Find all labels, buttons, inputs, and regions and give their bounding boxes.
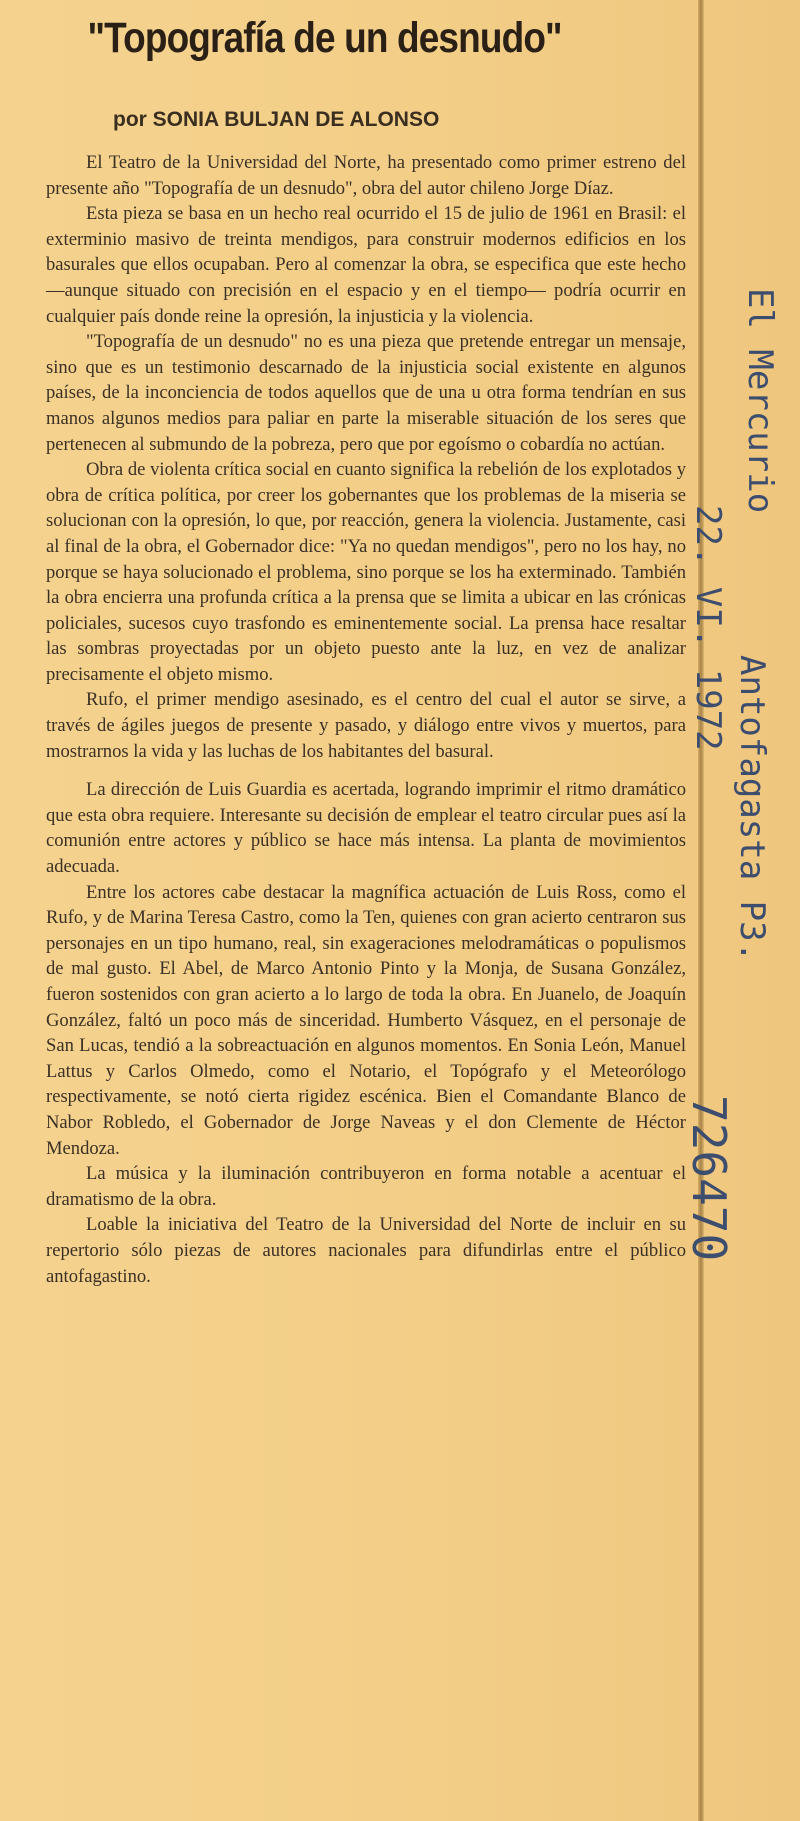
paragraph: Loable la iniciativa del Teatro de la Universidad del Norte de incluir en su repertorio sólo piezas de autores nacionales para difundirlas entre el público antofagastino. <box>46 1214 686 1287</box>
paragraph: "Topografía de un desnudo" no es una pieza que pretende entregar un mensaje, sino que es un testimonio descarnado de la injusticia social existente en algunos países, de la inconciencia de todos aquellos que de una u otra forma tendrían en sus manos algunos medios para paliar en parte la miserable situación de los seres que pertenecen al submundo de la pobreza, pero que por egoísmo o cobardía no actúan. <box>46 331 686 455</box>
article-title: "Topografía de un desnudo" <box>87 14 562 62</box>
paragraph: Esta pieza se basa en un hecho real ocurrido el 15 de julio de 1961 en Brasil: el exterminio masivo de treinta mendigos, para construir modernos edificios en los basurales que ellos ocupaban. Pero al comenzar la obra, se especifica que este hecho —aunque situado con precisión en el espacio y en el tiempo— podría ocurrir en cualquier país donde reine la opresión, la injusticia y la violencia. <box>46 203 686 327</box>
handwritten-date-note: 22. VI. 1972 <box>688 505 728 751</box>
newspaper-clipping <box>18 0 710 1821</box>
paragraph: Rufo, el primer mendigo asesinado, es el centro del cual el autor se sirve, a través de ágiles juegos de presente y pasado, y diálogo entre vivos y muertos, para mostrarnos la vida y las luchas de los habitantes del basural. <box>46 689 686 762</box>
paragraph: Obra de violenta crítica social en cuanto significa la rebelión de los explotados y obra de crítica política, por creer los gobernantes que los problemas de la miseria se solucionan con la opresión, lo que, por reacción, genera la violencia. Justamente, casi al final de la obra, el Gobernador dice: "Ya no quedan mendigos", pero no los hay, no porque se haya solucionado el problema, sino porque se los ha exterminado. También la obra encierra una profunda crítica a la prensa que se limita a ubicar en las crónicas policiales, sucesos cuyo trasfondo es eminentemente social. La prensa hace resaltar las sombras proyectadas por un objeto puesto ante la luz, en vez de analizar precisamente el objeto mismo. <box>46 459 686 685</box>
handwritten-number-note: 726470 <box>682 1095 736 1262</box>
handwritten-source-note: El Mercurio <box>740 288 780 514</box>
article-body <box>46 150 686 1289</box>
clipping-edge-divider <box>698 0 704 1821</box>
paragraph: Entre los actores cabe destacar la magnífica actuación de Luis Ross, como el Rufo, y de Marina Teresa Castro, como la Ten, quienes con gran acierto centraron sus personajes en un tipo humano, real, sin exageraciones melodramáticas o populismos de mal gusto. El Abel, de Marco Antonio Pinto y la Monja, de Susana González, fueron sostenidos con gran acierto a lo largo de toda la obra. En Juanelo, de Joaquín González, faltó un poco más de sinceridad. Humberto Vásquez, en el personaje de San Lucas, tendió a la sobreactuación en algunos momentos. En Sonia León, Manuel Lattus y Carlos Olmedo, como el Notario, el Topógrafo y el Meteorólogo respectivamente, se notó cierta rigidez escénica. Bien el Comandante Blanco de Nabor Robledo, el Gobernador de Jorge Naveas y el don Clemente de Héctor Mendoza. <box>46 881 686 1159</box>
paragraph: El Teatro de la Universidad del Norte, ha presentado como primer estreno del presente año "Topografía de un desnudo", obra del autor chileno Jorge Díaz. <box>46 152 686 199</box>
article-byline: por SONIA BULJAN DE ALONSO <box>113 108 440 131</box>
paragraph: La música y la iluminación contribuyeron en forma notable a acentuar el dramatismo de la obra. <box>46 1163 686 1210</box>
handwritten-place-note: Antofagasta P3. <box>732 655 772 963</box>
paragraph: La dirección de Luis Guardia es acertada, logrando imprimir el ritmo dramático que esta obra requiere. Interesante su decisión de emplear el teatro circular pues así la comunión entre actores y público se hace más intensa. La planta de movimientos adecuada. <box>46 779 686 878</box>
